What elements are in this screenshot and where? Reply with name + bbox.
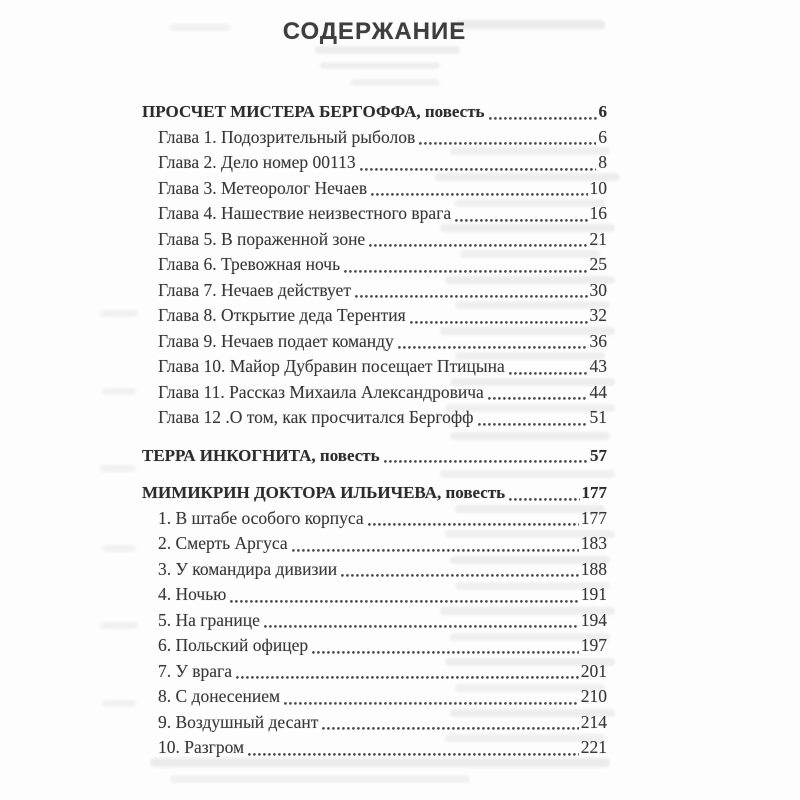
toc-entry-page: 32 xyxy=(589,305,607,325)
toc-entry-page: 30 xyxy=(589,279,607,300)
toc-entry-label: Глава 4. Нашествие неизвестного врага xyxy=(158,203,452,223)
bleedthrough-mark xyxy=(100,622,138,629)
dot-leader-icon xyxy=(371,193,587,196)
toc-row xyxy=(142,303,607,329)
toc-row xyxy=(142,252,607,278)
toc-entry-page: 177 xyxy=(580,507,607,528)
toc-entry-page: 8 xyxy=(598,152,607,172)
toc-row xyxy=(142,506,607,532)
toc-entry-label: 7. У врага xyxy=(158,660,232,681)
toc-row xyxy=(142,582,607,608)
toc-list xyxy=(142,99,607,761)
dot-leader-icon xyxy=(322,727,578,730)
dot-leader-icon xyxy=(368,523,579,526)
toc-entry-page: 36 xyxy=(589,330,607,351)
toc-entry-page: 6 xyxy=(598,102,607,121)
toc-row xyxy=(142,608,607,634)
toc-entry-page: 194 xyxy=(580,609,607,630)
toc-entry-page: 191 xyxy=(580,584,607,604)
toc-row xyxy=(142,710,607,736)
toc-entry-label: Глава 2. Дело номер 00113 xyxy=(158,152,356,172)
toc-entry-label: 2. Смерть Аргуса xyxy=(158,533,288,553)
toc-row xyxy=(142,278,607,304)
toc-entry-label: 5. На границе xyxy=(158,609,260,630)
toc-row xyxy=(142,735,607,761)
toc-row xyxy=(142,443,607,469)
bleedthrough-mark xyxy=(100,310,138,317)
dot-leader-icon xyxy=(509,498,579,501)
toc-entry-label: МИМИКРИН ДОКТОРА ИЛЬИЧЕВА, повесть xyxy=(142,483,506,502)
dot-leader-icon xyxy=(236,676,579,679)
toc-row xyxy=(142,557,607,583)
dot-leader-icon xyxy=(478,423,588,426)
toc-row xyxy=(142,380,607,406)
bleedthrough-mark xyxy=(350,79,440,86)
dot-leader-icon xyxy=(355,295,588,298)
dot-leader-icon xyxy=(509,372,588,375)
dot-leader-icon xyxy=(384,460,588,463)
bleedthrough-mark xyxy=(102,545,136,552)
toc-entry-label: Глава 6. Тревожная ночь xyxy=(158,254,341,274)
toc-entry-page: 214 xyxy=(580,711,607,732)
toc-entry-label: Глава 11. Рассказ Михаила Александровича xyxy=(158,381,484,402)
toc-entry-label: 10. Разгром xyxy=(158,737,245,757)
toc-entry-page: 177 xyxy=(581,483,607,502)
bleedthrough-mark xyxy=(102,700,136,707)
toc-entry-page: 210 xyxy=(580,686,607,706)
toc-entry-label: 3. У командира дивизии xyxy=(158,558,338,579)
bleedthrough-mark xyxy=(315,46,460,54)
dot-leader-icon xyxy=(284,702,579,705)
toc-row xyxy=(142,354,607,380)
toc-row xyxy=(142,659,607,685)
toc-entry-page: 201 xyxy=(580,660,607,681)
toc-entry-label: Глава 7. Нечаев действует xyxy=(158,279,351,300)
dot-leader-icon xyxy=(410,321,588,324)
dot-leader-icon xyxy=(455,219,587,222)
toc-entry-page: 43 xyxy=(589,356,607,376)
bleedthrough-mark xyxy=(100,465,136,472)
dot-leader-icon xyxy=(341,574,579,577)
dot-leader-icon xyxy=(398,346,588,349)
toc-row xyxy=(142,99,607,125)
toc-entry-label: Глава 9. Нечаев подает команду xyxy=(158,330,394,351)
toc-entry-label: Глава 5. В пораженной зоне xyxy=(158,228,366,249)
toc-entry-page: 183 xyxy=(580,533,607,553)
toc-row xyxy=(142,176,607,202)
page-title: СОДЕРЖАНИЕ xyxy=(282,18,467,45)
toc-entry-label: 9. Воздушный десант xyxy=(158,711,319,732)
toc-entry-label: 6. Польский офицер xyxy=(158,635,309,655)
toc-entry-page: 188 xyxy=(580,558,607,579)
dot-leader-icon xyxy=(489,117,597,120)
toc-entry-page: 57 xyxy=(590,445,607,465)
toc-entry-page: 25 xyxy=(589,254,607,274)
dot-leader-icon xyxy=(292,549,579,552)
toc-entry-label: Глава 1. Подозрительный рыболов xyxy=(158,126,416,147)
toc-entry-label: Глава 10. Майор Дубравин посещает Птицына xyxy=(158,356,505,376)
bleedthrough-mark xyxy=(170,775,470,783)
dot-leader-icon xyxy=(360,168,597,171)
toc-row xyxy=(142,150,607,176)
toc-entry-page: 6 xyxy=(598,126,607,147)
toc-entry-page: 21 xyxy=(589,228,607,249)
toc-row xyxy=(142,405,607,431)
toc-entry-label: Глава 12 .О том, как просчитался Бергофф xyxy=(158,407,474,427)
toc-row xyxy=(142,201,607,227)
toc-entry-label: Глава 3. Метеоролог Нечаев xyxy=(158,177,368,198)
toc-row xyxy=(142,531,607,557)
toc-entry-page: 51 xyxy=(589,407,607,427)
dot-leader-icon xyxy=(369,244,587,247)
toc-entry-page: 10 xyxy=(589,177,607,198)
toc-row xyxy=(142,125,607,151)
toc-entry-page: 221 xyxy=(580,737,607,757)
toc-row xyxy=(142,684,607,710)
toc-entry-label: ТЕРРА ИНКОГНИТА, повесть xyxy=(142,445,380,465)
toc-entry-label: 8. С донесением xyxy=(158,686,281,706)
toc-entry-page: 44 xyxy=(589,381,607,402)
dot-leader-icon xyxy=(264,625,579,628)
dot-leader-icon xyxy=(344,270,587,273)
toc-entry-page: 197 xyxy=(580,635,607,655)
toc-entry-label: ПРОСЧЕТ МИСТЕРА БЕРГОФФА, повесть xyxy=(142,102,485,121)
toc-entry-label: 4. Ночью xyxy=(158,584,227,604)
dot-leader-icon xyxy=(419,142,596,145)
bleedthrough-mark xyxy=(320,62,440,69)
toc-row xyxy=(142,329,607,355)
dot-leader-icon xyxy=(488,397,588,400)
toc-row xyxy=(142,633,607,659)
toc-row xyxy=(142,480,607,506)
bleedthrough-mark xyxy=(102,388,136,395)
dot-leader-icon xyxy=(230,600,578,603)
toc-entry-label: 1. В штабе особого корпуса xyxy=(158,507,364,528)
dot-leader-icon xyxy=(312,651,579,654)
toc-entry-page: 16 xyxy=(589,203,607,223)
toc-row xyxy=(142,227,607,253)
dot-leader-icon xyxy=(248,753,579,756)
toc-entry-label: Глава 8. Открытие деда Терентия xyxy=(158,305,406,325)
